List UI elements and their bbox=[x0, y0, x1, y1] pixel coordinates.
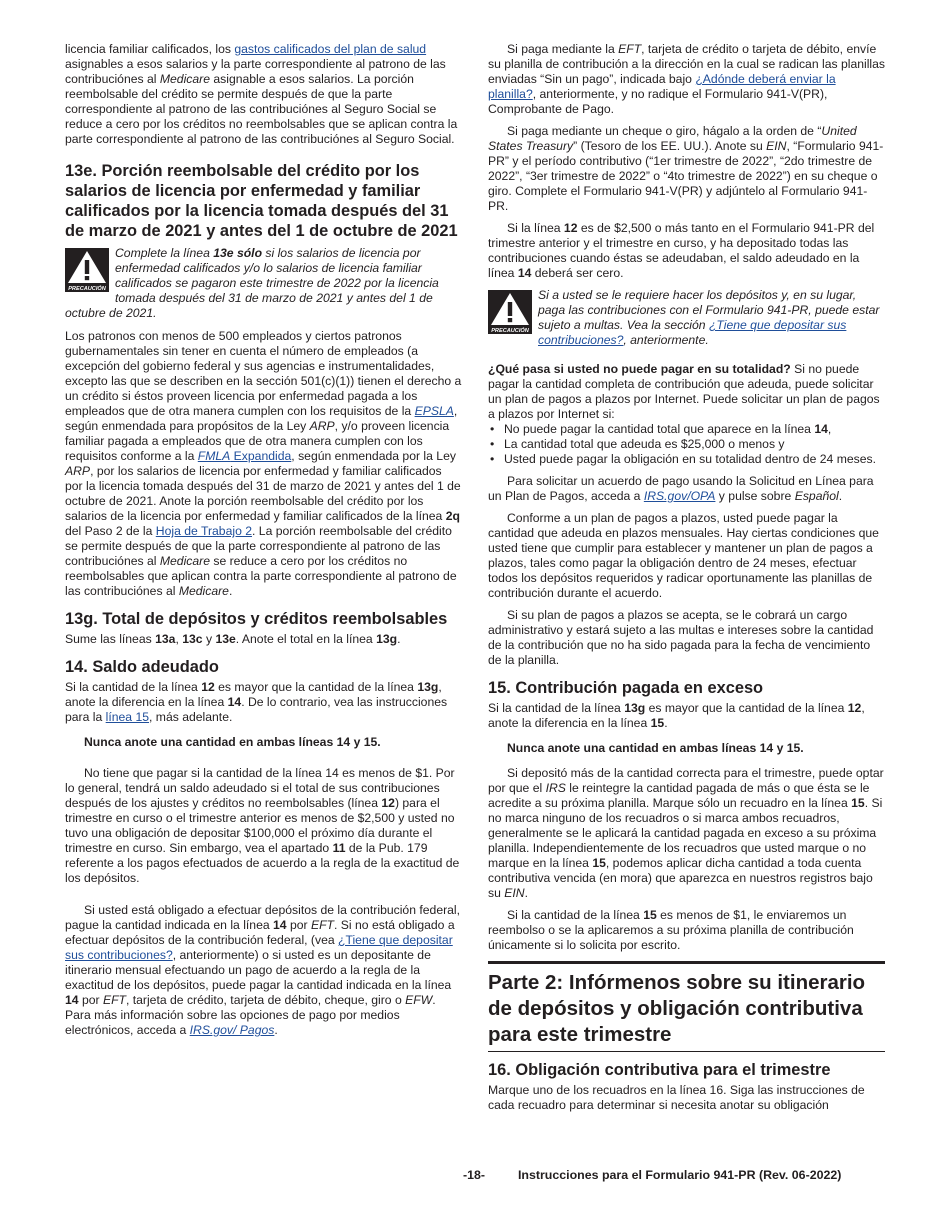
paragraph: Si la línea 12 es de $2,500 o más tanto en el Formulario 941-PR del trimestre anterior y el trimestre en curso, y ha depositado todas las contribuciones cuando éstas se adeudaban, el saldo adeudado en la línea 14 deberá ser cero. bbox=[488, 221, 875, 280]
fmla-link[interactable]: FMLA Expandida bbox=[197, 449, 292, 463]
paragraph: No tiene que pagar si la cantidad de la línea 14 es menos de $1. Por lo general, tendrá un saldo adeudado si el total de sus contribuciones después de los ajustes y créditos no reembolsables (línea 12) para el trimestre en curso o el trimestre anterior es menos de $2,500 y usted no tuvo una obligación de depositar $100,000 el próximo día durante el trimestre en curso. Sin embargo, vea el apartado 11 de la Pub. 179 referente a los pagos efectuados de acuerdo a la regla de la exactitud de los depósitos. bbox=[65, 766, 460, 885]
paragraph: Sume las líneas 13a, 13c y 13e. Anote el total en la línea 13g. bbox=[65, 632, 401, 646]
heading-13e: 13e. Porción reembolsable del crédito por los salarios de licencia por enfermedad y familiar calificados por la licencia tomada después del 31 de marzo de 2021 y antes del 1 de octubre de 2021 bbox=[65, 162, 458, 240]
paragraph: Si paga mediante la EFT, tarjeta de crédito o tarjeta de débito, envíe su planilla de contribución a la dirección en la cual se radican las planillas enviadas “Sin un pago”, indicada bajo ¿Adónde deberá enviar la planilla?, anteriormente, y no radique el Formulario 941-V(PR), Comprobante de Pago. bbox=[488, 42, 886, 116]
paragraph: Si la cantidad de la línea 12 es mayor que la cantidad de la línea 13g, anote la diferencia en la línea 14. De lo contrario, vea las instrucciones para la línea 15, más adelante. bbox=[65, 680, 448, 724]
page-footer bbox=[463, 1168, 841, 1183]
deposit-contributions-link[interactable]: ¿Tiene que depositar sus contribuciones? bbox=[538, 318, 847, 347]
irs-pagos-link[interactable]: IRS.gov/ Pagos bbox=[189, 1023, 275, 1037]
heading-16: 16. Obligación contributiva para el trimestre bbox=[488, 1061, 831, 1079]
caution-icon bbox=[488, 290, 532, 334]
paragraph: Si la cantidad de la línea 13g es mayor que la cantidad de la línea 12, anote la diferencia en la línea 15. bbox=[488, 701, 865, 730]
left-column bbox=[65, 42, 462, 1045]
caution-icon bbox=[65, 248, 109, 292]
paragraph: Si la cantidad de la línea 15 es menos de $1, le enviaremos un reembolso o se la aplicaremos a su próxima planilla de contribución únicamente si lo solicita por escrito. bbox=[488, 908, 854, 952]
worksheet-2-link[interactable]: Hoja de Trabajo 2 bbox=[155, 524, 253, 538]
svg-text:PRECAUCIÓN: PRECAUCIÓN bbox=[68, 286, 106, 292]
caution-note: PRECAUCIÓN Si a usted se le requiere hacer los depósitos y, en su lugar, paga las contribuciones con el Formulario 941-PR, puede estar sujeto a multas. Vea la sección ¿Tiene que depositar sus contribuciones?, anteriormente. bbox=[488, 288, 885, 348]
paragraph: Conforme a un plan de pagos a plazos, usted puede pagar la cantidad que adeuda en plazos mensuales. Hay ciertas condiciones que usted tiene que cumplir para establecer y mantener un plan de pagos a plazos, tales como pagar la obligación dentro de 24 meses, efectuar todos los depósitos requeridos y radicar oportunamente las planillas de contribución durante el acuerdo. bbox=[488, 511, 879, 600]
epsla-link[interactable]: EPSLA bbox=[414, 404, 454, 418]
svg-text:PRECAUCIÓN: PRECAUCIÓN bbox=[491, 328, 529, 334]
heading-13g: 13g. Total de depósitos y créditos reembolsables bbox=[65, 610, 448, 628]
paragraph: Si depositó más de la cantidad correcta para el trimestre, puede optar por que el IRS le reintegre la cantidad pagada de más o que ésta se le acredite a su próxima planilla. Marque sólo un recuadro en la línea 15. Si no marca ninguno de los recuadros o si marca ambos recuadros, generalmente se le aplicará la cantidad pagada en exceso a su próxima planilla. Independientemente de los recuadros que usted marque o no marque en la línea 15, podemos aplicar dicha cantidad a toda cuenta contributiva vencida (en mora) que aparezca en nuestros registros bajo su EIN. bbox=[488, 766, 884, 900]
right-column bbox=[488, 42, 885, 1120]
line-15-link[interactable]: línea 15 bbox=[105, 710, 150, 724]
list-item: • Usted puede pagar la obligación en su totalidad dentro de 24 meses. bbox=[488, 452, 885, 467]
paragraph: licencia familiar calificados, los gastos calificados del plan de salud asignables a esos salarios y la parte correspondiente al patrono de las contribuciónes al Medicare asignable a esos salarios. La porción reembolsable del crédito se permite después de que la parte correspondiente al patrono de las contribuciónes al Seguro Social se reduce a cero por los créditos no reembolsables que se aplican contra la parte correspondiente al patrono de las contribuciónes al Seguro Social. bbox=[65, 42, 458, 146]
deposit-contributions-link[interactable]: ¿Tiene que depositar sus contribuciones? bbox=[65, 933, 453, 962]
paragraph: ¿Qué pasa si usted no puede pagar en su totalidad? Si no puede pagar la cantidad completa de contribución que adeuda, puede solicitar un plan de pagos a plazos por Internet. Puede solicitar un plan de pagos a plazos por Internet si: bbox=[488, 362, 880, 421]
page-number: -18- bbox=[463, 1168, 486, 1182]
paragraph: Si su plan de pagos a plazos se acepta, se le cobrará un cargo administrativo y estará sujeto a las multas e intereses sobre la cantidad de la contribución que no ha sido pagada para la fecha de vencimiento de la planilla. bbox=[488, 608, 874, 667]
bold-note: Nunca anote una cantidad en ambas líneas 14 y 15. bbox=[84, 735, 381, 749]
paragraph: Si paga mediante un cheque o giro, hágalo a la orden de “United States Treasury” (Tesoro de los EE. UU.). Anote su EIN, “Formulario 941-PR” y el período contributivo (“1er trimestre de 2022”, “2do trimestre de 2022”, “3er trimestre de 2022” o “4to trimestre de 2022”) en su cheque o giro. Complete el Formulario 941-V(PR) y adjúntelo al Formulario 941-PR. bbox=[488, 124, 884, 213]
irs-opa-link[interactable]: IRS.gov/OPA bbox=[643, 489, 716, 503]
list-item: • No puede pagar la cantidad total que aparece en la línea 14, bbox=[488, 422, 885, 437]
footer-title: Instrucciones para el Formulario 941-PR (Rev. 06-2022) bbox=[517, 1168, 842, 1182]
list-item: • La cantidad total que adeuda es $25,000 o menos y bbox=[488, 437, 885, 452]
heading-14: 14. Saldo adeudado bbox=[65, 658, 219, 676]
paragraph: Si usted está obligado a efectuar depósitos de la contribución federal, pague la cantidad indicada en la línea 14 por EFT. Si no está obligado a efectuar depósitos de la contribución federal, (vea ¿Tiene que depositar sus contribuciones?, anteriormente) o si usted es un depositante de itinerario mensual efectuando un pago de acuerdo a la regla de la exactitud de los depósitos, puede pagar la cantidad indicada en la línea 14 por EFT, tarjeta de crédito, tarjeta de débito, cheque, giro o EFW. Para más información sobre las opciones de pago por medios electrónicos, acceda a IRS.gov/ Pagos. bbox=[65, 903, 461, 1037]
where-to-file-link[interactable]: ¿Adónde deberá enviar la planilla? bbox=[488, 72, 836, 101]
paragraph: Los patronos con menos de 500 empleados y ciertos patronos gubernamentales sin tener en cuenta el número de empleados (a excepción del gobierno federal y sus agencias e instrumentalidades, excepto las que se describen en la sección 501(c)(1)) tienen el derecho a un crédito si éstos proveen licencia por enfermedad pagada a los empleados que de otra manera cumplen con los requisitos de la EPSLA, según enmendada para propósitos de la Ley ARP, y/o proveen licencia familiar pagada a empleados que de otra manera cumplen con los requisitos conforme a la FMLA Expandida, según enmendada por la Ley ARP, por los salarios de licencia por enfermedad y familiar calificados por la licencia tomada después del 31 de marzo de 2021 y antes del 1 de octubre de 2021. Anote la porción reembolsable del crédito por los salarios de la licencia por enfermedad y familiar calificados de la línea 2q del Paso 2 de la Hoja de Trabajo 2. La porción reembolsable del crédito se permite después de que la parte correspondiente al patrono de las contribuciónes al Medicare se reduce a cero por los créditos no reembolsables que aplican contra la parte correspondiente al patrono de las contribuciónes al Medicare. bbox=[65, 329, 462, 598]
paragraph: Para solicitar un acuerdo de pago usando la Solicitud en Línea para un Plan de Pagos, acceda a IRS.gov/OPA y pulse sobre Español. bbox=[488, 474, 874, 503]
heading-15: 15. Contribución pagada en exceso bbox=[488, 679, 764, 697]
part-2-title: Parte 2: Infórmenos sobre su itinerario de depósitos y obligación contributiva para este trimestre bbox=[488, 971, 866, 1046]
part-2-header bbox=[488, 961, 885, 1052]
caution-note: PRECAUCIÓN Complete la línea 13e sólo si los salarios de licencia por enfermedad calificados y/o lo salarios de licencia familiar calificados se pagaron este trimestre de 2022 por la licencia tomada después del 31 de marzo de 2021 y antes del 1 de octubre de 2021. bbox=[65, 246, 439, 320]
qualified-health-plan-link[interactable]: gastos calificados del plan de salud bbox=[234, 42, 427, 56]
paragraph: Marque uno de los recuadros en la línea 16. Siga las instrucciones de cada recuadro para determinar si necesita anotar su obligación bbox=[488, 1083, 865, 1112]
bold-note: Nunca anote una cantidad en ambas líneas 14 y 15. bbox=[507, 741, 804, 755]
